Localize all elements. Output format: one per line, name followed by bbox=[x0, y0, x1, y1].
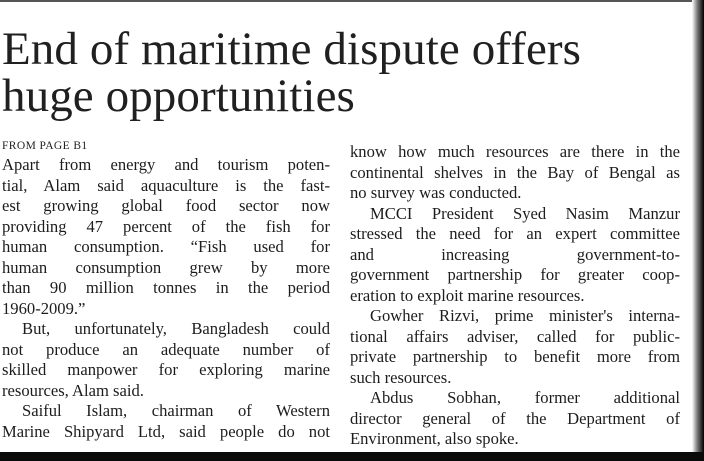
text-line: human consumption. “Fish used for bbox=[2, 237, 330, 256]
paragraph bbox=[350, 204, 680, 307]
text-line: Saiful Islam, chairman of Western bbox=[22, 401, 330, 420]
text-line: such resources. bbox=[350, 367, 452, 387]
text-line: and increasing government-to- bbox=[350, 244, 680, 264]
text-line: est growing global food sector now bbox=[2, 196, 330, 215]
text-line: no survey was conducted. bbox=[350, 183, 522, 202]
text-line: eration to exploit marine resources. bbox=[350, 285, 585, 305]
top-rule bbox=[0, 0, 704, 2]
text-line: Gowher Rizvi, prime minister's interna- bbox=[370, 306, 680, 325]
paragraph bbox=[350, 306, 680, 388]
bottom-border bbox=[0, 452, 704, 461]
text-line: human consumption grew by more bbox=[2, 257, 330, 277]
text-line: continental shelves in the Bay of Bengal as bbox=[350, 162, 680, 182]
right-column bbox=[350, 142, 680, 450]
text-line: MCCI President Syed Nasim Manzur bbox=[370, 203, 680, 223]
from-page-kicker: FROM PAGE B1 bbox=[2, 140, 88, 152]
headline bbox=[2, 23, 692, 122]
text-line: resources, Alam said. bbox=[2, 380, 144, 400]
paragraph bbox=[350, 142, 680, 204]
paragraph bbox=[350, 388, 680, 450]
paragraph bbox=[2, 401, 330, 442]
text-line: not produce an adequate number of bbox=[2, 339, 330, 359]
left-column bbox=[2, 138, 330, 442]
text-line: tional affairs adviser, called for public- bbox=[350, 326, 680, 346]
paragraph bbox=[2, 155, 330, 319]
text-line: skilled manpower for exploring marine bbox=[2, 360, 330, 379]
text-line: stressed the need for an expert committee bbox=[350, 224, 680, 243]
text-line: tial, Alam said aquaculture is the fast- bbox=[2, 175, 330, 195]
headline-line-1: End of maritime dispute offers bbox=[2, 23, 582, 75]
text-line: But, unfortunately, Bangladesh could bbox=[22, 319, 330, 338]
text-line: private partnership to benefit more from bbox=[350, 347, 680, 366]
text-line: know how much resources are there in the bbox=[350, 142, 680, 161]
text-line: Apart from energy and tourism poten- bbox=[2, 155, 330, 174]
text-line: Environment, also spoke. bbox=[350, 429, 519, 448]
headline-line-2: huge opportunities bbox=[2, 70, 355, 122]
text-line: director general of the Department of bbox=[350, 408, 680, 428]
text-line: 1960-2009.” bbox=[2, 298, 86, 318]
paragraph bbox=[2, 319, 330, 401]
text-line: providing 47 percent of the fish for bbox=[2, 216, 330, 236]
text-line: Marine Shipyard Ltd, said people do not bbox=[2, 421, 330, 441]
scan-edge-shadow bbox=[692, 0, 704, 461]
text-line: government partnership for greater coop- bbox=[350, 265, 680, 284]
text-line: than 90 million tonnes in the period bbox=[2, 278, 330, 297]
text-line: Abdus Sobhan, former additional bbox=[370, 388, 680, 407]
